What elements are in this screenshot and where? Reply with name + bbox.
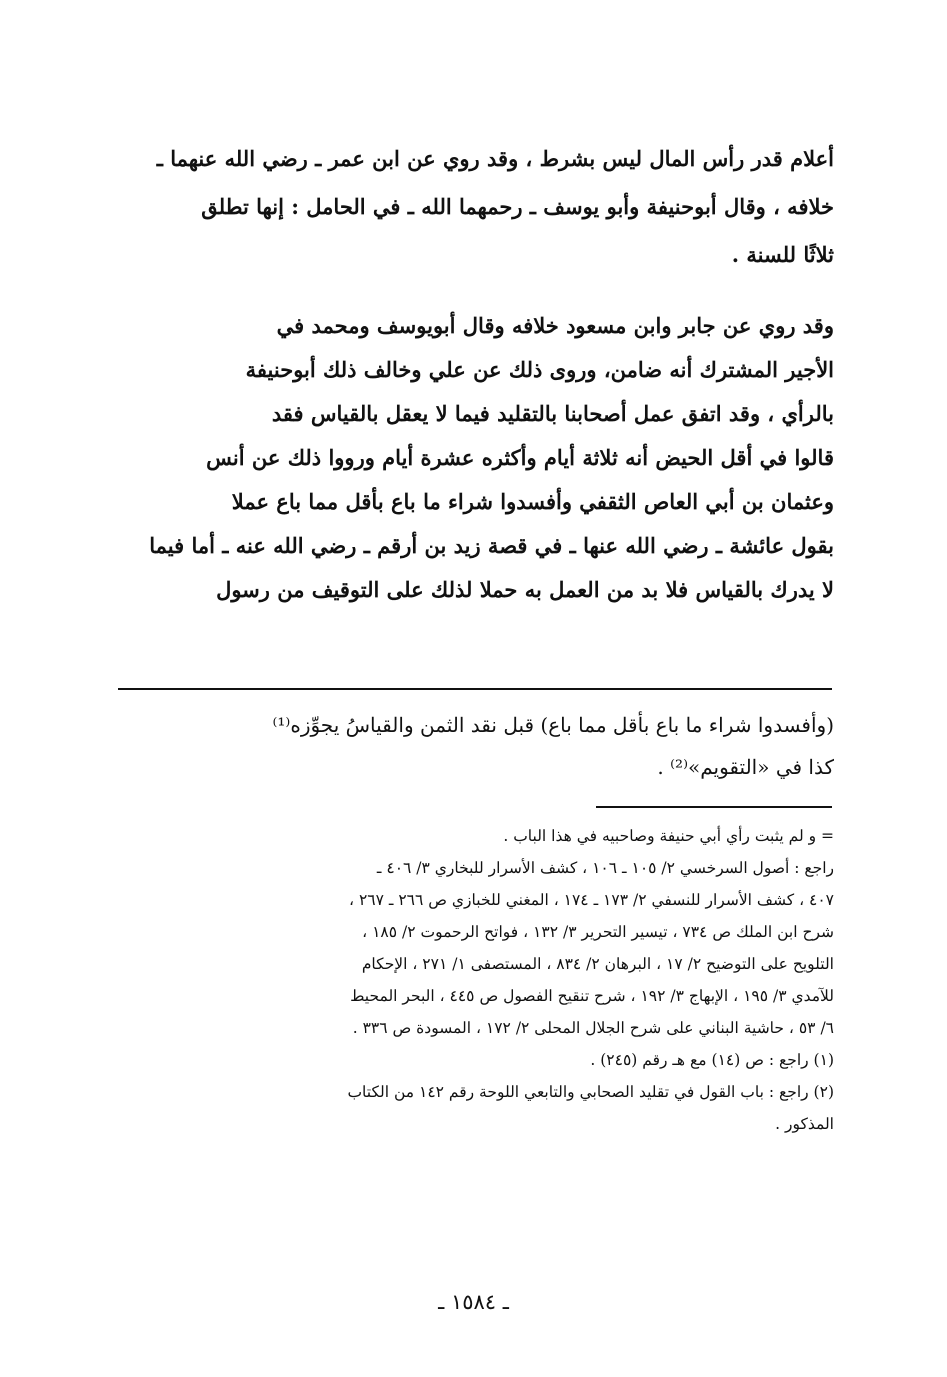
note-line: كذا في «التقويم»⁽²⁾ . <box>657 755 834 779</box>
page-number: ـ ١٥٨٤ ـ <box>438 1290 509 1314</box>
body-line: بقول عائشة ـ رضي الله عنها ـ في قصة زيد بن أرقم ـ رضي الله عنه ـ أما فيما <box>149 533 834 558</box>
body-line: وقد روي عن جابر وابن مسعود خلافه وقال أبويوسف ومحمد في <box>276 313 834 338</box>
footnote-1: (١) راجع : ص (١٤) مع هـ رقم (٢٤٥) . <box>590 1051 834 1069</box>
footnote-2: (٢) راجع : باب القول في تقليد الصحابي والتابعي اللوحة رقم ١٤٢ من الكتاب <box>347 1083 834 1101</box>
footnote-line: = و لم يثبت رأي أبي حنيفة وصاحبيه في هذا الباب . <box>503 827 834 845</box>
footnote-line: شرح ابن الملك ص ٧٣٤ ، تيسير التحرير ٣/ ١٣٢ ، فواتح الرحموت ٢/ ١٨٥ ، <box>362 923 834 941</box>
body-line: الأجير المشترك أنه ضامن، وروى ذلك عن علي وخالف ذلك أبوحنيفة <box>245 357 834 382</box>
footnote-line: راجع : أصول السرخسي ٢/ ١٠٥ ـ ١٠٦ ، كشف الأسرار للبخاري ٣/ ٤٠٦ ـ <box>376 859 834 877</box>
footnote-2-continued: المذكور . <box>775 1115 834 1133</box>
body-line: بالرأي ، وقد اتفق عمل أصحابنا بالتقليد فيما لا يعقل بالقياس فقد <box>271 401 834 426</box>
footnote-separator <box>118 688 832 690</box>
body-line: وعثمان بن أبي العاص الثقفي وأفسدوا شراء ما باع بأقل مما باع عملا <box>231 489 834 514</box>
footnote-line: التلويح على التوضيح ٢/ ١٧ ، البرهان ٢/ ٨٣٤ ، المستصفى ١/ ٢٧١ ، الإحكام <box>361 955 834 973</box>
footnote-line: ٤٠٧ ، كشف الأسرار للنسفي ٢/ ١٧٣ ـ ١٧٤ ، المغني للخبازي ص ٢٦٦ ـ ٢٦٧ ، <box>349 891 834 909</box>
body-line: أعلام قدر رأس المال ليس بشرط ، وقد روي عن ابن عمر ـ رضي الله عنهما ـ <box>156 146 834 171</box>
body-line: قالوا في أقل الحيض أنه ثلاثة أيام وأكثره عشرة أيام ورووا ذلك عن أنس <box>206 445 834 470</box>
body-line: ثلاثًا للسنة . <box>731 242 834 267</box>
body-line: خلافه ، وقال أبوحنيفة وأبو يوسف ـ رحمهما الله ـ في الحامل : إنها تطلق <box>201 194 834 219</box>
note-line: (وأفسدوا شراء ما باع بأقل مما باع) قبل نقد الثمن والقياسُ يجوِّزه⁽¹⁾ <box>272 713 834 737</box>
footnote-line: ٦/ ٥٣ ، حاشية البناني على شرح الجلال المحلى ٢/ ١٧٢ ، المسودة ص ٣٣٦ . <box>352 1019 834 1037</box>
body-line: لا يدرك بالقياس فلا بد من العمل به حملا لذلك على التوقيف من رسول <box>216 577 834 602</box>
footnote-line: للآمدي ٣/ ١٩٥ ، الإبهاج ٣/ ١٩٢ ، شرح تنقيح الفصول ص ٤٤٥ ، البحر المحيط <box>350 987 834 1005</box>
footnotes-separator <box>596 806 832 808</box>
